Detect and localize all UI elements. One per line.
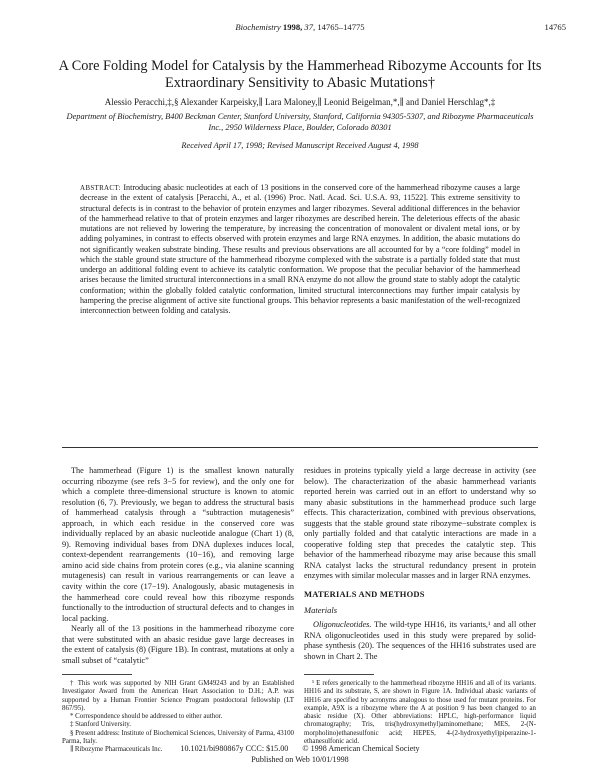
intro-paragraph-2: Nearly all of the 13 positions in the hammerhead ribozyme core that were substituted with an abasic residue gave large decreases in the extent of catalysis (8) (Figure 1B). In contrast, mutations at only a small subset of “catalytic” <box>62 624 294 665</box>
footnote-stanford: ‡ Stanford University. <box>70 721 131 729</box>
copyright-text: © 1998 American Chemical Society <box>302 744 420 753</box>
abstract-text: Introducing abasic nucleotides at each of 13 positions in the conserved core of the hammerhead ribozyme causes a large decrease in the extent of catalysis [Peracchi, A., et al. (1996) Proc. Natl. Acad. Sci. U.S.A. 93, 11522]. This extreme sensitivity to structural defects is in contrast to the behavior of protein enzymes and larger ribozymes. Several additional differences in the behavior of the hammerhead relative to that of protein enzymes and larger ribozymes are described herein. The deleterious effects of the abasic mutations are not relieved by lowering the temperature, by increasing the concentration of monovalent or divalent metal ions, or by adding polyamines, in contrast to effects observed with protein enzymes and large RNA enzymes. In addition, the abasic mutations do not significantly weaken substrate binding. These results and previous observations are all accounted for by a “core folding” model in which the stable ground state structure of the hammerhead ribozyme complexed with the substrate is a partially folded state that must undergo an additional folding event to achieve its catalytic conformation. We propose that the peculiar behavior of the hammerhead arises because the limited structural interconnections in a small RNA enzyme do not allow the ground state to stably adopt the catalytic conformation; within the globally folded catalytic conformation, limited structural interconnections may further impair catalysis by hampering the precise alignment of active site functional groups. This behavior represents a basic manifestation of the well-recognized interconnection between folding and catalysis. <box>80 183 520 315</box>
footnote-divider-right <box>304 674 374 675</box>
footnotes-right <box>304 680 536 746</box>
intro-paragraph-1: The hammerhead (Figure 1) is the smallest known naturally occurring ribozyme (see refs 3−5 for review), and the only one for which a complete three-dimensional structure is known to atomic resolution (6, 7). Previously, we began to address the structural basis of hammerhead catalysis through a “subtraction mutagenesis” approach, in which each residue in the conserved core was individually replaced by an abasic nucleotide analogue (Chart 1) (8, 9). Removing individual bases from DNA duplexes induces local, context-dependent rearrangements (10−16), and removing large amino acid side chains from protein cores (e.g., via alanine scanning mutagenesis) can result in various rearrangements or can leave a cavity within the core (17−19). Analogously, abasic mutagenesis in the hammerhead core could reveal how this ribozyme responds functionally to the introduction of structural defects and to changes in local packing. <box>62 466 294 623</box>
journal-pages: 14765–14775 <box>317 22 365 32</box>
running-head <box>0 22 600 32</box>
journal-year: 1998, <box>282 22 303 32</box>
intro-paragraph-3: residues in proteins typically yield a large decrease in activity (see below). The characterization of the abasic hammerhead variants reported herein was carried out in an effort to understand why so many abasic substitutions in the hammerhead produce such large effects. This characterization, combined with previous observations, suggests that the stable ground state ribozyme−substrate complex is only partially folded and that catalytic interactions are made in a cooperative folding step that precedes the catalytic step. This behavior of the hammerhead ribozyme may arise because this small RNA catalyst lacks the structural redundancy present in protein enzymes with similar molecular masses and in larger RNA enzymes. <box>304 466 536 581</box>
methods-paragraph <box>304 620 536 662</box>
abstract-label: ABSTRACT: <box>80 184 121 192</box>
footnote-rpi: ∥ Ribozyme Pharmaceuticals Inc. <box>70 746 163 754</box>
journal-name: Biochemistry <box>235 22 281 32</box>
oligo-text: The wild-type HH16, its variants,¹ and all other RNA oligonucleotides used in this study were prepared by solid-phase synthesis (20). The sequences of the HH16 substrates used are shown in Chart 2. The <box>304 620 536 661</box>
footnote-present-address: § Present address: Institute of Biochemical Sciences, University of Parma, 43100 Parma, Italy. <box>62 729 294 746</box>
journal-volume: 37, <box>304 22 316 32</box>
section-heading: MATERIALS AND METHODS <box>304 589 425 600</box>
subsection-heading: Materials <box>304 604 338 615</box>
doi-text: 10.1021/bi980867y CCC: $15.00 <box>180 744 289 753</box>
page-number: 14765 <box>544 22 566 32</box>
abstract-divider <box>62 447 538 448</box>
article-title: A Core Folding Model for Catalysis by the Hammerhead Ribozyme Accounts for Its Extraordinary Sensitivity to Abasic Mutations† <box>58 58 542 91</box>
footnote-correspondence: * Correspondence should be addressed to either author. <box>70 713 223 721</box>
affiliation: Department of Biochemistry, B400 Beckman Center, Stanford University, Stanford, California 94305-5307, and Ribozyme Pharmaceuticals Inc., 2950 Wilderness Place, Boulder, Colorado 80301 <box>66 112 534 132</box>
body-column-right <box>304 466 536 662</box>
published-date: Published on Web 10/01/1998 <box>251 755 349 764</box>
footnote-funding: † This work was supported by NIH Grant GM49243 and by an Established Investigator Award from the American Heart Association to D.H.; A.P. was supported by a Human Frontier Science Program postdoctoral fellowship (LT 867/95). <box>62 680 294 712</box>
footnote-abbreviations: ¹ E refers generically to the hammerhead ribozyme HH16 and all of its variants. HH16 and its substrate, S, are shown in Figure 1A. Individual abasic variants of HH16 are specified by acronyms analogous to those used for mutant proteins. For example, A9X is a ribozyme where the A at position 9 has been changed to an abasic residue (X). Other abbreviations: HPLC, high-performance liquid chromatography; Tris, tris(hydroxymethyl)aminomethane; MES, 2-(N-morpholino)ethanesulfonic acid; HEPES, 4-(2-hydroxyethyl)piperazine-1-ethanesulfonic acid. <box>304 680 536 746</box>
footnote-divider-left <box>62 674 132 675</box>
oligo-label: Oligonucleotides. <box>313 620 372 630</box>
body-column-left <box>62 466 294 666</box>
footer-line <box>0 744 600 753</box>
received-dates: Received April 17, 1998; Revised Manuscript Received August 4, 1998 <box>181 141 419 150</box>
author-list: Alessio Peracchi,‡,§ Alexander Karpeisky,∥ Lara Maloney,∥ Leonid Beigelman,*,∥ and Daniel Herschlag*,‡ <box>104 97 496 107</box>
abstract <box>80 183 520 316</box>
